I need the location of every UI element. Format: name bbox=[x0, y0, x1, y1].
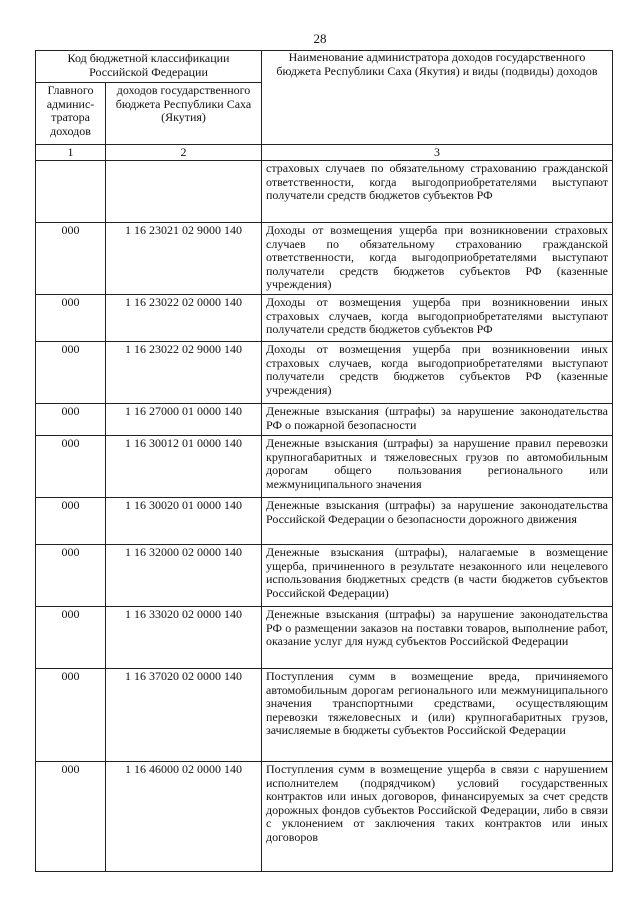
admin-code-cell: 000 bbox=[36, 762, 106, 872]
header-revenue-code: доходов государственного бюджета Республики Саха (Якутия) bbox=[106, 83, 262, 145]
admin-code-cell: 000 bbox=[36, 223, 106, 295]
table-row bbox=[36, 669, 613, 762]
admin-code-cell: 000 bbox=[36, 607, 106, 669]
admin-code-cell: 000 bbox=[36, 669, 106, 762]
revenue-code-cell: 1 16 27000 01 0000 140 bbox=[106, 404, 262, 436]
table-row bbox=[36, 342, 613, 404]
revenue-name-cell: Денежные взыскания (штрафы) за нарушение законодательства Российской Федерации о безопасности дорожного движения bbox=[262, 498, 613, 545]
table-row bbox=[36, 607, 613, 669]
revenue-code-cell: 1 16 32000 02 0000 140 bbox=[106, 545, 262, 607]
table-row bbox=[36, 545, 613, 607]
table-row bbox=[36, 223, 613, 295]
revenue-name-cell: Денежные взыскания (штрафы) за нарушение правил перевозки крупногабаритных и тяжеловесных грузов по автомобильным дорогам общего пользования регионального или межмуниципального значения bbox=[262, 436, 613, 498]
admin-code-cell: 000 bbox=[36, 436, 106, 498]
table-row bbox=[36, 436, 613, 498]
revenue-name-cell: Денежные взыскания (штрафы) за нарушение законодательства РФ о пожарной безопасности bbox=[262, 404, 613, 436]
revenue-name-cell: Поступления сумм в возмещение ущерба в связи с нарушением исполнителем (подрядчиком) условий государственных контрактов или иных договоров, финансируемых за счет средств дорожных фондов субъектов Российской Федерации, либо в связи с уклонением от заключения таких контрактов или иных договоров bbox=[262, 762, 613, 872]
header-row-group bbox=[36, 51, 613, 83]
revenue-name-cell: страховых случаев по обязательному страхованию гражданской ответственности, когда выгодоприобретателями выступают получатели средств бюджетов субъектов РФ bbox=[262, 161, 613, 223]
table-row bbox=[36, 498, 613, 545]
revenue-name-cell: Доходы от возмещения ущерба при возникновении страховых случаев по обязательному страхованию гражданской ответственности, когда выгодоприобретателями выступают получатели средств бюджетов субъектов РФ (казенные учреждения) bbox=[262, 223, 613, 295]
column-number-3: 3 bbox=[262, 145, 613, 161]
header-administrator-name: Наименование администратора доходов государственного бюджета Республики Саха (Якутия) и виды (подвиды) доходов bbox=[262, 51, 613, 145]
revenue-name-cell: Денежные взыскания (штрафы) за нарушение законодательства РФ о размещении заказов на поставки товаров, выполнение работ, оказание услуг для нужд субъектов Российской Федерации bbox=[262, 607, 613, 669]
revenue-code-cell: 1 16 46000 02 0000 140 bbox=[106, 762, 262, 872]
revenue-code-cell: 1 16 30020 01 0000 140 bbox=[106, 498, 262, 545]
revenue-name-cell: Денежные взыскания (штрафы), налагаемые в возмещение ущерба, причиненного в результате незаконного или нецелевого использования бюджетных средств (в части бюджетов субъектов Российской Федерации) bbox=[262, 545, 613, 607]
admin-code-cell: 000 bbox=[36, 295, 106, 342]
revenue-code-cell: 1 16 23021 02 9000 140 bbox=[106, 223, 262, 295]
revenue-code-cell: 1 16 33020 02 0000 140 bbox=[106, 607, 262, 669]
column-number-1: 1 bbox=[36, 145, 106, 161]
revenue-code-cell bbox=[106, 161, 262, 223]
admin-code-cell: 000 bbox=[36, 498, 106, 545]
admin-code-cell bbox=[36, 161, 106, 223]
budget-classification-table bbox=[35, 50, 613, 872]
table-row bbox=[36, 762, 613, 872]
admin-code-cell: 000 bbox=[36, 545, 106, 607]
revenue-code-cell: 1 16 23022 02 9000 140 bbox=[106, 342, 262, 404]
revenue-code-cell: 1 16 23022 02 0000 140 bbox=[106, 295, 262, 342]
table-row bbox=[36, 404, 613, 436]
table-row bbox=[36, 295, 613, 342]
page-number: 28 bbox=[313, 31, 327, 46]
revenue-name-cell: Поступления сумм в возмещение вреда, причиняемого автомобильным дорогам регионального или межмуниципального значения транспортными средствами, осуществляющим перевозки тяжеловесных и (или) крупногабаритных грузов, зачисляемые в бюджеты субъектов Российской Федерации bbox=[262, 669, 613, 762]
column-number-2: 2 bbox=[106, 145, 262, 161]
admin-code-cell: 000 bbox=[36, 342, 106, 404]
column-number-row bbox=[36, 145, 613, 161]
header-main-administrator: Главного админис-тратора доходов bbox=[36, 83, 106, 145]
revenue-name-cell: Доходы от возмещения ущерба при возникновении иных страховых случаев, когда выгодоприобретателями выступают получатели средств бюджетов субъектов РФ bbox=[262, 295, 613, 342]
revenue-code-cell: 1 16 37020 02 0000 140 bbox=[106, 669, 262, 762]
revenue-code-cell: 1 16 30012 01 0000 140 bbox=[106, 436, 262, 498]
admin-code-cell: 000 bbox=[36, 404, 106, 436]
revenue-name-cell: Доходы от возмещения ущерба при возникновении иных страховых случаев, когда выгодоприобретателями выступают получатели средств бюджетов субъектов РФ (казенные учреждения) bbox=[262, 342, 613, 404]
header-budget-code-group: Код бюджетной классификации Российской Федерации bbox=[36, 51, 262, 83]
table-row bbox=[36, 161, 613, 223]
